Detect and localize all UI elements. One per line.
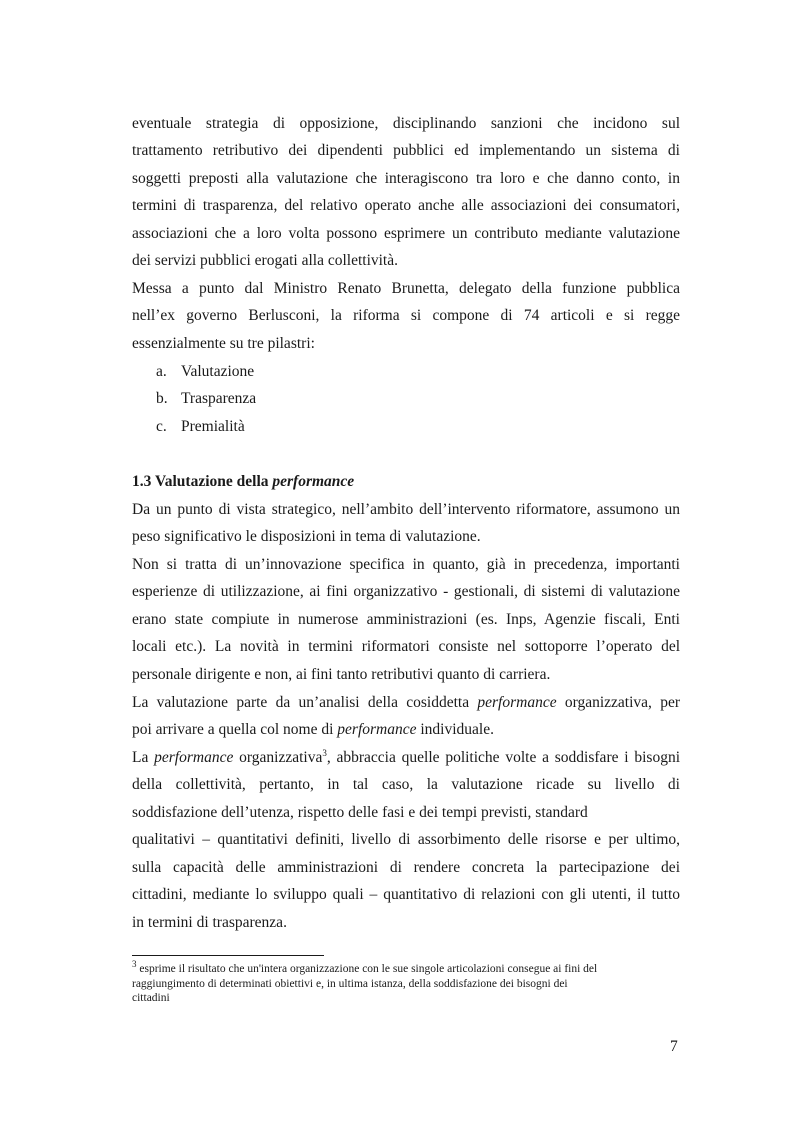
list-item <box>156 385 256 413</box>
footnote-line: cittadini <box>132 992 170 1004</box>
body-line <box>132 744 680 772</box>
text-run: La <box>132 749 155 766</box>
body-line: qualitativi – quantitativi definiti, livello di assorbimento delle risorse e per ultimo, <box>132 831 680 848</box>
body-line: esperienze di utilizzazione, ai fini organizzativo - gestionali, di sistemi di valutazione <box>132 583 680 600</box>
body-line: Messa a punto dal Ministro Renato Brunetta, delegato della funzione pubblica <box>132 280 680 297</box>
body-line: nell’ex governo Berlusconi, la riforma si compone di 74 articoli e si regge <box>132 307 680 324</box>
footnote-ref[interactable]: 3 <box>322 747 327 758</box>
italic-run: performance <box>477 694 557 711</box>
text-run: organizzativa, per <box>556 694 680 711</box>
italic-run: performance <box>154 749 234 766</box>
body-line: associazioni che a loro volta possono esprimere un contributo mediante valutazione <box>132 225 680 242</box>
list-marker: c. <box>156 418 167 435</box>
body-line: dei servizi pubblici erogati alla collettività. <box>132 252 398 269</box>
list-text: Trasparenza <box>181 390 257 407</box>
heading-text: 1.3 Valutazione della <box>132 473 273 490</box>
text-run: organizzativa <box>233 749 323 766</box>
body-line: personale dirigente e non, ai fini tanto retributivi quanto di carriera. <box>132 666 551 683</box>
body-line: soddisfazione dell’utenza, rispetto delle fasi e dei tempi previsti, standard <box>132 804 588 821</box>
footnote <box>132 959 680 1006</box>
body-line <box>132 689 680 717</box>
body-line: essenzialmente su tre pilastri: <box>132 335 315 352</box>
section-heading <box>132 468 354 496</box>
footnote-mark: 3 <box>132 959 137 970</box>
body-line: trattamento retributivo dei dipendenti pubblici ed implementando un sistema di <box>132 142 680 159</box>
body-line: erano state compiute in numerose amministrazioni (es. Inps, Agenzie fiscali, Enti <box>132 611 680 628</box>
text-run: individuale. <box>416 721 494 738</box>
body-line: peso significativo le disposizioni in tema di valutazione. <box>132 528 481 545</box>
footnote-text: esprime il risultato che un'intera organizzazione con le sue singole articolazioni consegue ai fini del <box>136 963 598 975</box>
text-run: poi arrivare a quella col nome di <box>132 721 338 738</box>
list-item <box>156 413 245 441</box>
footnote-line: raggiungimento di determinati obiettivi e, in ultima istanza, della soddisfazione dei bisogni dei <box>132 977 568 990</box>
text-run: , abbraccia quelle politiche volte a soddisfare i bisogni <box>326 749 681 766</box>
list-marker: b. <box>156 390 168 407</box>
body-line: termini di trasparenza, del relativo operato anche alle associazioni dei consumatori, <box>132 197 680 214</box>
body-line: eventuale strategia di opposizione, disciplinando sanzioni che incidono sul <box>132 115 680 132</box>
body-line: soggetti preposti alla valutazione che interagiscono tra loro e che danno conto, in <box>132 170 680 187</box>
list-marker: a. <box>156 363 167 380</box>
list-item <box>156 358 254 386</box>
list-text: Premialità <box>181 418 245 435</box>
body-line: locali etc.). La novità in termini riformatori consiste nel sottoporre l’operato del <box>132 638 680 655</box>
body-line: Da un punto di vista strategico, nell’ambito dell’intervento riformatore, assumono un <box>132 501 680 518</box>
footnote-line <box>132 959 680 977</box>
body-line: sulla capacità delle amministrazioni di rendere concreta la partecipazione dei <box>132 859 680 876</box>
body-line <box>132 716 680 744</box>
body-line: della collettività, pertanto, in tal caso, la valutazione ricade su livello di <box>132 776 680 793</box>
page-number: 7 <box>670 1038 678 1055</box>
body-line: in termini di trasparenza. <box>132 914 287 931</box>
italic-run: performance <box>337 721 417 738</box>
footnote-divider <box>132 955 324 956</box>
list-text: Valutazione <box>181 363 255 380</box>
body-line: Non si tratta di un’innovazione specifica in quanto, già in precedenza, importanti <box>132 556 680 573</box>
heading-italic: performance <box>272 473 355 490</box>
body-line: cittadini, mediante lo sviluppo quali – quantitativo di relazioni con gli utenti, il tutto <box>132 886 680 903</box>
text-run: La valutazione parte da un’analisi della cosiddetta <box>132 694 478 711</box>
